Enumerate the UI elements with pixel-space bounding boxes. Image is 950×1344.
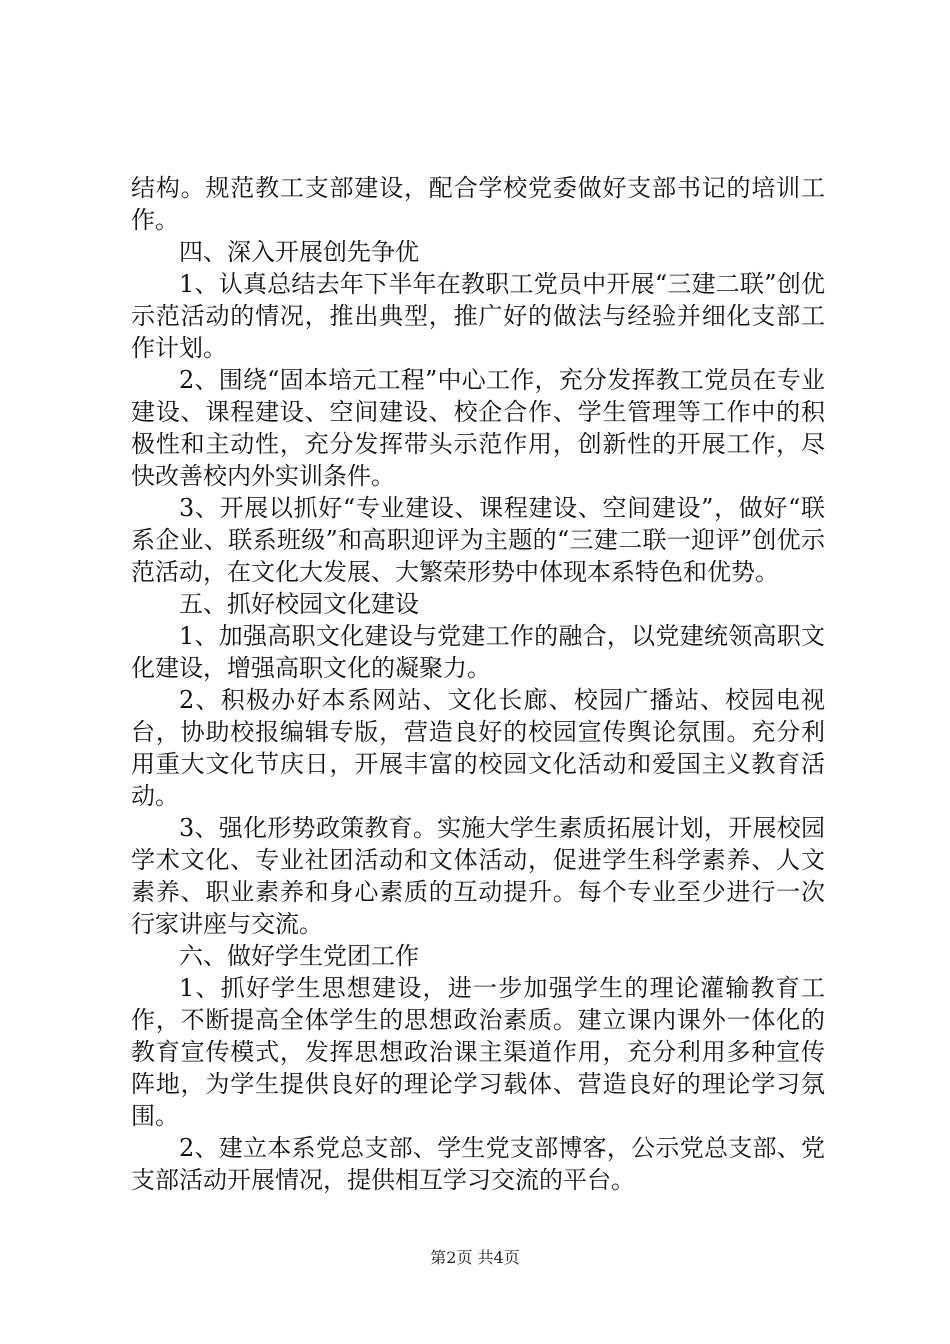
document-body <box>131 172 825 1196</box>
paragraph-4-3: 3、开展以抓好“专业建设、课程建设、空间建设”，做好“联系企业、联系班级”和高职迎评为主题的“三建二联一迎评”创优示范活动，在文化大发展、大繁荣形势中体现本系特色和优势。 <box>131 494 825 586</box>
paragraph-5-3: 3、强化形势政策教育。实施大学生素质拓展计划，开展校园学术文化、专业社团活动和文体活动，促进学生科学素养、人文素养、职业素养和身心素质的互动提升。每个专业至少进行一次行家讲座与交流。 <box>131 814 825 938</box>
paragraph-4-1: 1、认真总结去年下半年在教职工党员中开展“三建二联”创优示范活动的情况，推出典型，推广好的做法与经验并细化支部工作计划。 <box>131 270 825 362</box>
paragraph-continuation: 结构。规范教工支部建设，配合学校党委做好支部书记的培训工作。 <box>131 174 825 234</box>
paragraph-4-2: 2、围绕“固本培元工程”中心工作，充分发挥教工党员在专业建设、课程建设、空间建设、校企合作、学生管理等工作中的积极性和主动性，充分发挥带头示范作用，创新性的开展工作，尽快改善校内外实训条件。 <box>131 366 825 490</box>
paragraph-6-1: 1、抓好学生思想建设，进一步加强学生的理论灌输教育工作，不断提高全体学生的思想政治素质。建立课内课外一体化的教育宣传模式，发挥思想政治课主渠道作用，充分利用多种宣传阵地，为学生提供良好的理论学习载体、营造良好的理论学习氛围。 <box>131 974 825 1130</box>
paragraph-6-2: 2、建立本系党总支部、学生党支部博客，公示党总支部、党支部活动开展情况，提供相互学习交流的平台。 <box>131 1134 825 1194</box>
paragraph-5-1: 1、加强高职文化建设与党建工作的融合，以党建统领高职文化建设，增强高职文化的凝聚力。 <box>131 622 825 682</box>
section-heading-6: 六、做好学生党团工作 <box>179 942 419 970</box>
section-heading-4: 四、深入开展创先争优 <box>179 238 419 266</box>
paragraph-5-2: 2、积极办好本系网站、文化长廊、校园广播站、校园电视台，协助校报编辑专版，营造良好的校园宣传舆论氛围。充分利用重大文化节庆日，开展丰富的校园文化活动和爱国主义教育活动。 <box>131 686 825 810</box>
page-number-footer: 第2页 共4页 <box>430 1248 520 1267</box>
section-heading-5: 五、抓好校园文化建设 <box>179 590 419 618</box>
